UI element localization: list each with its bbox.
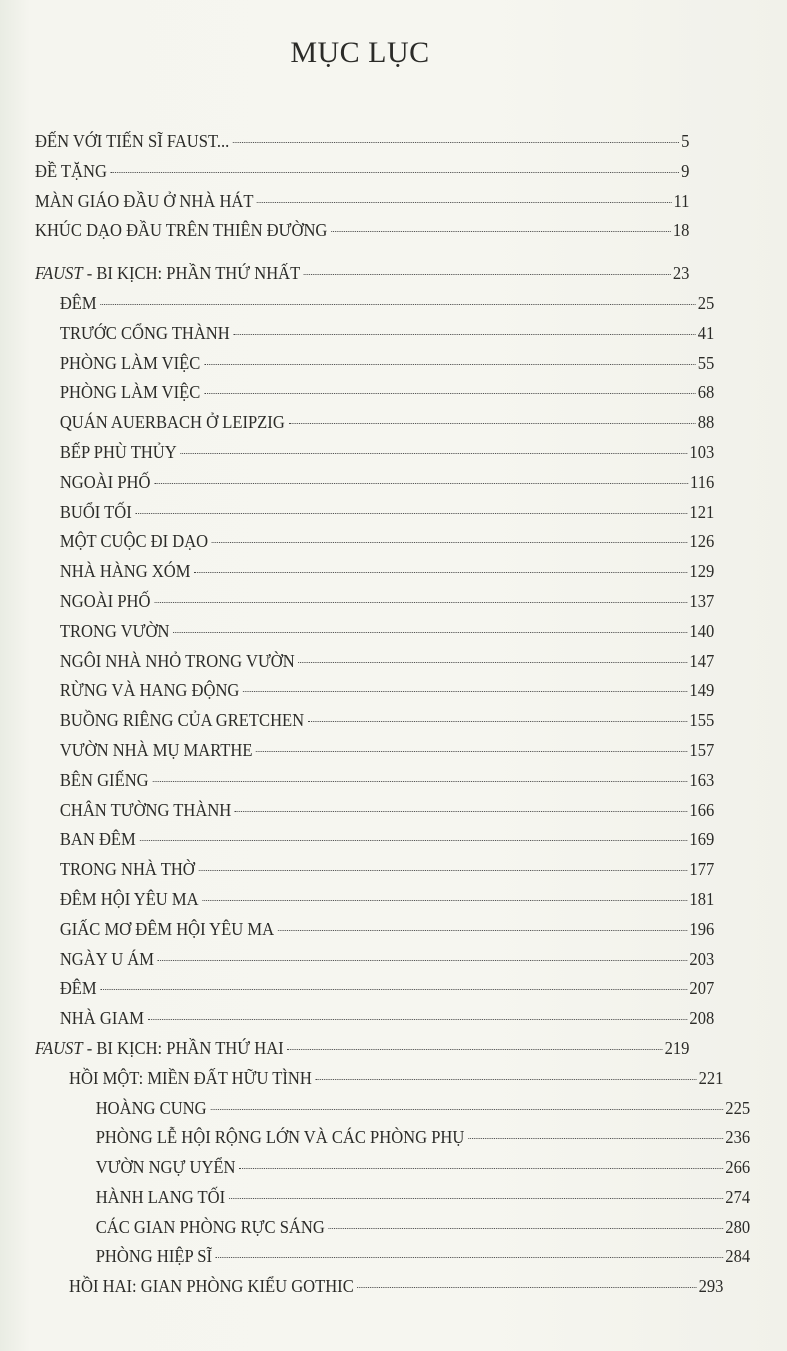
- dot-leader: [154, 483, 688, 484]
- toc-entry[interactable]: [35, 191, 689, 221]
- toc-entry-page-number: 137: [689, 590, 715, 611]
- toc-entry[interactable]: [35, 382, 714, 412]
- toc-entry-page-number: 129: [689, 561, 715, 582]
- toc-entry-title-text: PHÒNG LỄ HỘI RỘNG LỚN VÀ CÁC PHÒNG PHỤ: [95, 1127, 465, 1148]
- dot-leader: [148, 1019, 688, 1020]
- toc-entry-title: [35, 220, 327, 241]
- toc-entry-title: [60, 293, 97, 314]
- dot-leader: [287, 1049, 662, 1050]
- toc-entry-page-number: 163: [689, 769, 715, 790]
- dot-leader: [204, 393, 696, 394]
- dot-leader: [315, 1079, 696, 1080]
- toc-entry-title-text: - BI KỊCH: PHẦN THỨ NHẤT: [82, 263, 301, 284]
- toc-entry-page-number: 41: [697, 322, 715, 343]
- toc-entry-page-number: 55: [697, 352, 715, 373]
- toc-entry-title: [60, 800, 231, 821]
- toc-entry[interactable]: [35, 131, 689, 161]
- toc-entry-title: [60, 978, 97, 999]
- toc-entry-title-text: PHÒNG LÀM VIỆC: [59, 382, 201, 403]
- toc-entry[interactable]: [35, 859, 714, 889]
- toc-entry[interactable]: [35, 531, 714, 561]
- toc-entry[interactable]: [35, 472, 714, 502]
- toc-section-front: [35, 131, 690, 250]
- toc-entry-page-number: 103: [689, 441, 715, 462]
- toc-entry[interactable]: [35, 1068, 723, 1098]
- toc-entry-title-text: VƯỜN NGỰ UYỂN: [95, 1157, 236, 1178]
- toc-entry-page-number: 121: [689, 501, 715, 522]
- toc-entry-title: [60, 323, 230, 344]
- toc-entry-title-text: PHÒNG HIỆP SĨ: [95, 1246, 212, 1267]
- toc-entry-page-number: 203: [689, 948, 715, 969]
- toc-entry-title-text: RỪNG VÀ HANG ĐỘNG: [59, 680, 240, 701]
- toc-entry-title-text: BAN ĐÊM: [59, 829, 136, 850]
- dot-leader: [198, 870, 687, 871]
- toc-entry-title-text: MÀN GIÁO ĐẦU Ở NHÀ HÁT: [35, 190, 254, 211]
- toc-entry[interactable]: [35, 591, 714, 621]
- toc-entry-page-number: 23: [672, 263, 690, 284]
- toc-entry[interactable]: [35, 220, 689, 250]
- toc-entry-page-number: 147: [689, 650, 715, 671]
- toc-entry-title-text: TRONG VƯỜN: [59, 620, 170, 641]
- toc-entry-page-number: 274: [725, 1186, 751, 1207]
- toc-entry-page-number: 140: [689, 620, 715, 641]
- toc-entry-title: [96, 1217, 325, 1238]
- dot-leader: [468, 1138, 723, 1139]
- toc-entry[interactable]: [35, 1187, 750, 1217]
- toc-entry-page-number: 116: [690, 471, 715, 492]
- toc-entry-title: [60, 472, 151, 493]
- toc-entry[interactable]: [35, 1038, 689, 1068]
- toc-entry-page-number: 181: [689, 888, 715, 909]
- dot-leader: [235, 811, 688, 812]
- toc-entry-title: [60, 1008, 144, 1029]
- toc-entry[interactable]: [35, 621, 714, 651]
- toc-entry[interactable]: [35, 829, 714, 859]
- toc-entry-title-text: - BI KỊCH: PHẦN THỨ HAI: [82, 1037, 284, 1058]
- toc-entry[interactable]: [35, 919, 714, 949]
- dot-leader: [308, 721, 688, 722]
- toc-entry-title: [60, 353, 200, 374]
- dot-leader: [357, 1287, 696, 1288]
- toc-entry-title-text: VƯỜN NHÀ MỤ MARTHE: [59, 739, 253, 760]
- toc-entry[interactable]: [35, 293, 714, 323]
- toc-entry-title-text: ĐÊM: [59, 292, 97, 313]
- toc-entry[interactable]: [35, 978, 714, 1008]
- toc-entry[interactable]: [35, 889, 714, 919]
- toc-entry-title: [60, 919, 274, 940]
- toc-entry[interactable]: [35, 353, 714, 383]
- dot-leader: [304, 274, 671, 275]
- toc-entry-page-number: 9: [681, 160, 690, 181]
- toc-entry-title: [69, 1276, 354, 1297]
- toc-entry[interactable]: [35, 800, 714, 830]
- toc-entry-title: [96, 1246, 212, 1267]
- toc-entry-title: [60, 621, 170, 642]
- dot-leader: [256, 751, 687, 752]
- table-of-contents: [35, 131, 751, 1306]
- toc-entry-page-number: 5: [681, 131, 690, 151]
- toc-entry-page-number: 126: [689, 531, 715, 552]
- toc-entry-title-text: CÁC GIAN PHÒNG RỰC SÁNG: [95, 1216, 325, 1237]
- dot-leader: [202, 900, 687, 901]
- toc-entry-page-number: 155: [689, 710, 715, 731]
- toc-entry-page-number: 149: [689, 680, 715, 701]
- toc-entry-title-text: KHÚC DẠO ĐẦU TRÊN THIÊN ĐƯỜNG: [35, 220, 328, 241]
- toc-entry[interactable]: [35, 1098, 750, 1128]
- toc-entry-title: [69, 1068, 312, 1089]
- toc-entry-title-text: ĐỀ TẶNG: [35, 160, 107, 181]
- toc-entry-title: [60, 412, 285, 433]
- dot-leader: [243, 691, 688, 692]
- toc-entry-title-text: BẾP PHÙ THỦY: [59, 441, 177, 462]
- toc-entry-title-text: NHÀ GIAM: [59, 1008, 145, 1029]
- dot-leader: [139, 840, 687, 841]
- toc-entry-title-text: CHÂN TƯỜNG THÀNH: [59, 799, 232, 820]
- toc-entry-page-number: 221: [698, 1067, 724, 1088]
- toc-entry-title: [60, 442, 177, 463]
- toc-entry[interactable]: [35, 1246, 750, 1276]
- toc-entry-page-number: 280: [725, 1216, 751, 1237]
- dot-leader: [100, 989, 687, 990]
- toc-entry[interactable]: [35, 1008, 714, 1038]
- dot-leader: [135, 513, 687, 514]
- dot-leader: [298, 662, 687, 663]
- dot-leader: [152, 781, 687, 782]
- toc-entry-page-number: 157: [689, 739, 715, 760]
- dot-leader: [257, 202, 671, 203]
- toc-entry-title-text: TRONG NHÀ THỜ: [59, 859, 195, 880]
- dot-leader: [233, 142, 679, 143]
- toc-entry[interactable]: [35, 1127, 750, 1157]
- dot-leader: [180, 453, 687, 454]
- toc-entry[interactable]: [35, 1276, 723, 1306]
- toc-entry[interactable]: [35, 161, 689, 191]
- toc-entry-title-text: BUỔI TỐI: [59, 501, 132, 522]
- toc-entry[interactable]: [35, 949, 714, 979]
- toc-entry-italic-title: FAUST: [35, 1037, 83, 1058]
- toc-entry-title: [60, 531, 208, 552]
- toc-entry-title: [60, 710, 304, 731]
- toc-entry-page-number: 284: [725, 1246, 751, 1267]
- toc-entry[interactable]: [35, 263, 689, 293]
- dot-leader: [278, 930, 688, 931]
- toc-entry-page-number: 25: [697, 292, 715, 313]
- toc-entry-page-number: 68: [697, 382, 715, 403]
- toc-entry-title: [60, 740, 253, 761]
- toc-entry-title: [35, 191, 253, 212]
- toc-entry-italic-title: FAUST: [35, 263, 83, 284]
- toc-entry-title: [60, 859, 195, 880]
- toc-entry-page-number: 88: [697, 412, 715, 433]
- toc-entry-page-number: 196: [689, 918, 715, 939]
- dot-leader: [111, 172, 680, 173]
- toc-entry[interactable]: [35, 680, 714, 710]
- toc-entry-title: [96, 1098, 207, 1119]
- page-title: MỤC LỤC: [290, 36, 430, 69]
- toc-entry-title-text: HỒI MỘT: MIỀN ĐẤT HỮU TÌNH: [69, 1067, 312, 1088]
- dot-leader: [239, 1168, 723, 1169]
- toc-entry-title: [35, 263, 300, 284]
- toc-entry[interactable]: [35, 1217, 750, 1247]
- toc-entry-title-text: NHÀ HÀNG XÓM: [59, 561, 191, 582]
- toc-entry-title-text: NGÔI NHÀ NHỎ TRONG VƯỜN: [59, 650, 295, 671]
- toc-entry-title: [60, 651, 295, 672]
- dot-leader: [233, 334, 695, 335]
- toc-entry-title: [60, 680, 240, 701]
- toc-entry-title-text: NGOÀI PHỐ: [59, 471, 151, 492]
- toc-entry[interactable]: [35, 442, 714, 472]
- toc-entry-title-text: QUÁN AUERBACH Ở LEIPZIG: [59, 412, 285, 433]
- dot-leader: [194, 572, 687, 573]
- toc-entry-title-text: MỘT CUỘC ĐI DẠO: [59, 531, 209, 552]
- toc-entry-title-text: ĐÊM: [59, 978, 97, 999]
- toc-entry[interactable]: [35, 412, 714, 442]
- toc-entry-title-text: BÊN GIẾNG: [59, 769, 149, 790]
- dot-leader: [173, 632, 687, 633]
- toc-entry-title-text: BUỒNG RIÊNG CỦA GRETCHEN: [59, 710, 305, 731]
- toc-entry-title: [35, 131, 229, 152]
- toc-section-part2: [35, 1037, 751, 1306]
- toc-entry-page-number: 169: [689, 829, 715, 850]
- toc-entry-title: [60, 502, 132, 523]
- toc-entry-page-number: 236: [725, 1127, 751, 1148]
- toc-entry-title: [60, 949, 154, 970]
- toc-entry-page-number: 11: [673, 190, 690, 211]
- toc-entry[interactable]: [35, 502, 714, 532]
- toc-entry[interactable]: [35, 770, 714, 800]
- toc-entry[interactable]: [35, 1157, 750, 1187]
- dot-leader: [154, 602, 687, 603]
- toc-entry-title-text: GIẤC MƠ ĐÊM HỘI YÊU MA: [59, 918, 275, 939]
- toc-entry-title-text: TRƯỚC CỔNG THÀNH: [59, 322, 230, 343]
- toc-entry-page-number: 208: [689, 1008, 715, 1029]
- toc-entry-title-text: HÀNH LANG TỐI: [95, 1186, 226, 1207]
- toc-entry-title: [60, 770, 149, 791]
- toc-entry-title: [96, 1127, 465, 1148]
- toc-entry[interactable]: [35, 561, 714, 591]
- toc-entry-title-text: ĐÊM HỘI YÊU MA: [59, 888, 199, 909]
- toc-entry-title: [96, 1157, 236, 1178]
- toc-entry-title: [60, 382, 200, 403]
- dot-leader: [158, 960, 688, 961]
- dot-leader: [212, 542, 688, 543]
- toc-entry-title-text: PHÒNG LÀM VIỆC: [59, 352, 201, 373]
- dot-leader: [328, 1228, 723, 1229]
- toc-entry[interactable]: [35, 651, 714, 681]
- dot-leader: [204, 364, 696, 365]
- toc-entry-title-text: NGÀY U ÁM: [59, 948, 154, 969]
- toc-entry-title: [60, 561, 191, 582]
- dot-leader: [210, 1109, 723, 1110]
- toc-entry-title: [60, 829, 136, 850]
- toc-entry-title-text: HỒI HAI: GIAN PHÒNG KIỂU GOTHIC: [69, 1276, 354, 1297]
- dot-leader: [288, 423, 695, 424]
- toc-entry-title-text: NGOÀI PHỐ: [59, 590, 151, 611]
- dot-leader: [331, 231, 671, 232]
- toc-entry-title-text: HOÀNG CUNG: [95, 1097, 207, 1118]
- toc-section-part1: [35, 263, 715, 1038]
- dot-leader: [100, 304, 696, 305]
- toc-entry-page-number: 219: [664, 1037, 690, 1058]
- toc-entry-title: [35, 1038, 284, 1059]
- toc-entry-title-text: ĐẾN VỚI TIẾN SĨ FAUST...: [35, 131, 230, 151]
- toc-entry-page-number: 207: [689, 978, 715, 999]
- toc-entry-page-number: 177: [689, 859, 715, 880]
- dot-leader: [229, 1198, 724, 1199]
- toc-entry[interactable]: [35, 323, 714, 353]
- toc-entry[interactable]: [35, 710, 714, 740]
- toc-entry-page-number: 293: [698, 1276, 724, 1297]
- toc-entry-title: [96, 1187, 225, 1208]
- toc-entry-page-number: 266: [725, 1157, 751, 1178]
- toc-entry-title: [35, 161, 107, 182]
- toc-entry-title: [60, 889, 199, 910]
- toc-entry-page-number: 166: [689, 799, 715, 820]
- toc-entry-page-number: 18: [672, 220, 690, 241]
- toc-entry-page-number: 225: [725, 1097, 751, 1118]
- toc-entry-title: [60, 591, 151, 612]
- toc-entry[interactable]: [35, 740, 714, 770]
- dot-leader: [216, 1257, 724, 1258]
